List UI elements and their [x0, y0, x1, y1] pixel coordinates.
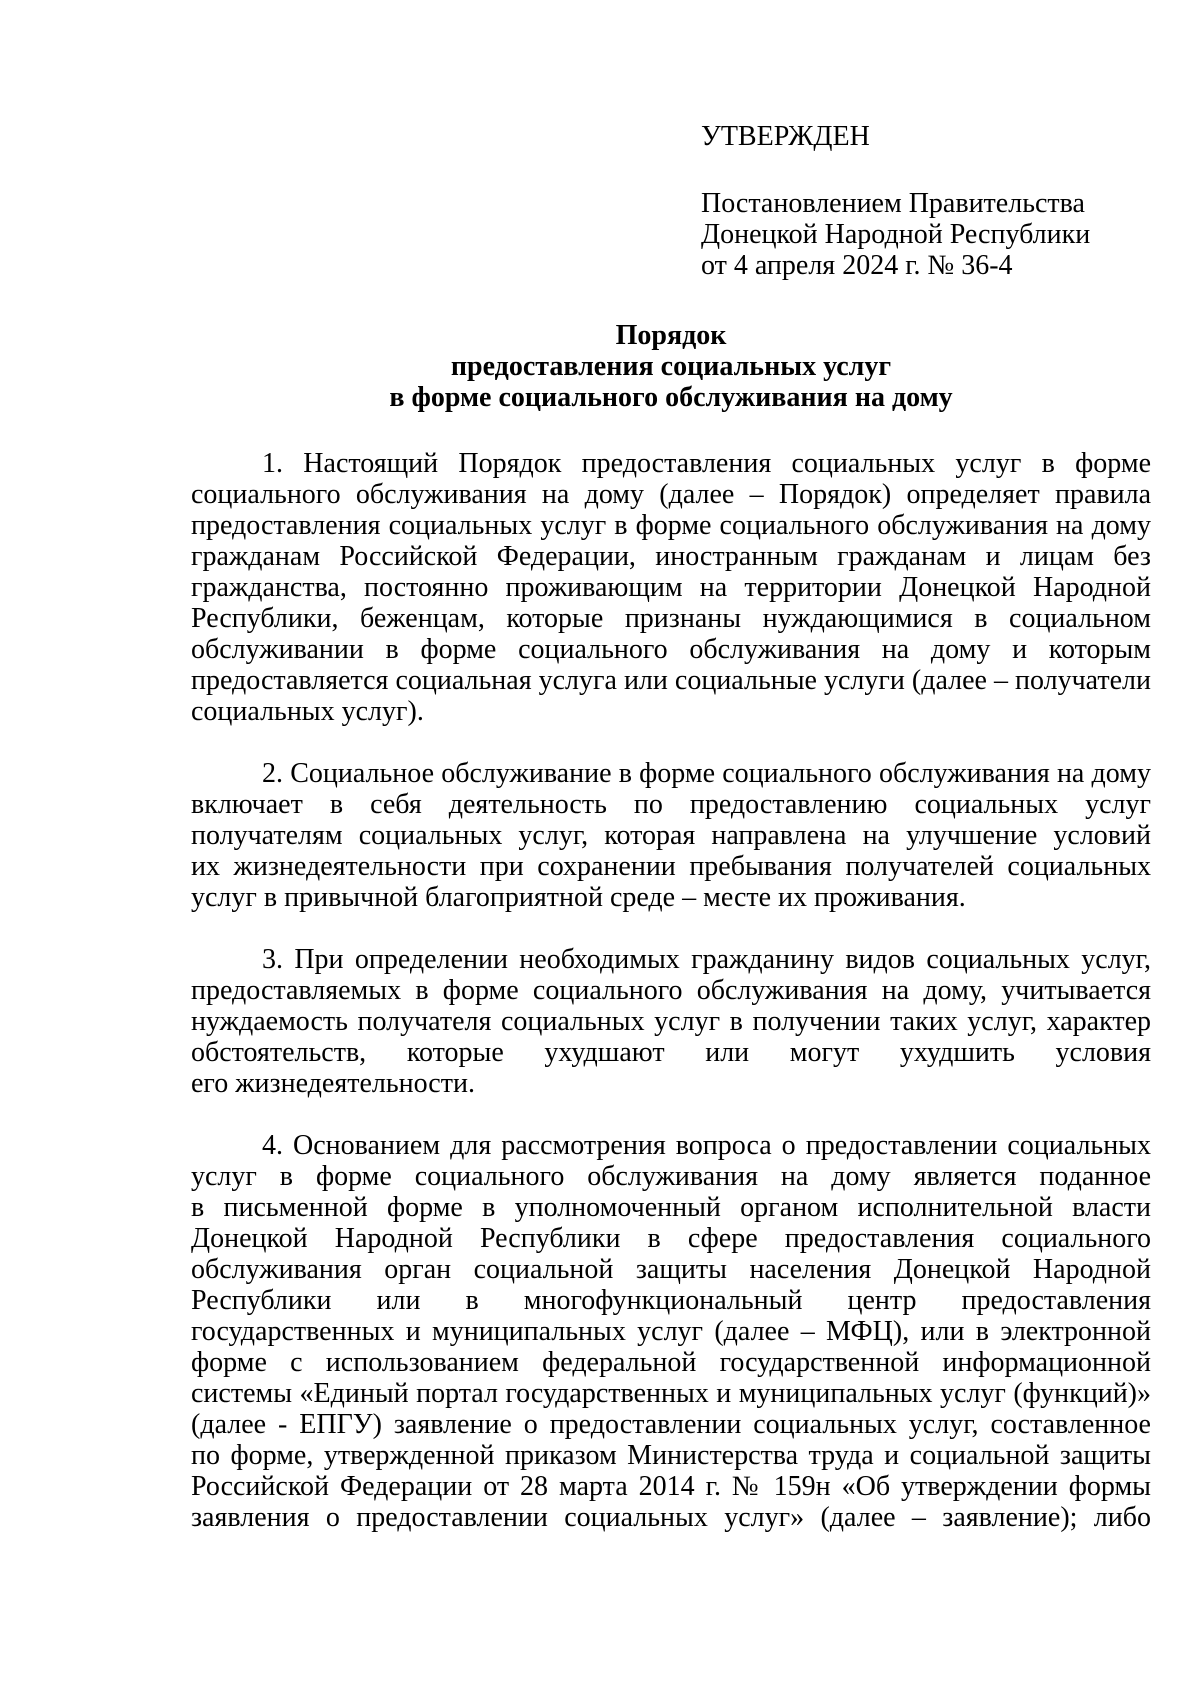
document-title	[191, 320, 1151, 413]
paragraph-line: услуг в привычной благоприятной среде – месте их проживания.	[191, 882, 966, 913]
document-title-line: Порядок	[615, 320, 727, 351]
paragraph-line: обслуживания орган социальной защиты населения Донецкой Народной	[191, 1254, 1151, 1285]
paragraph-line: Республики, беженцам, которые признаны нуждающимися в социальном	[191, 603, 1151, 634]
document-title-line: в форме социального обслуживания на дому	[389, 382, 953, 413]
paragraph-line: получателям социальных услуг, которая направлена на улучшение условий	[191, 820, 1151, 851]
document-title-line: предоставления социальных услуг	[450, 351, 892, 382]
paragraph-line: нуждаемость получателя социальных услуг в получении таких услуг, характер	[191, 1006, 1151, 1037]
approval-block	[701, 188, 1161, 281]
approval-line: Постановлением Правительства	[701, 188, 1085, 219]
document-body	[191, 448, 1151, 1564]
paragraph-line: (далее - ЕПГУ) заявление о предоставлении социальных услуг, составленное	[191, 1409, 1151, 1440]
paragraph-line: в письменной форме в уполномоченный органом исполнительной власти	[191, 1192, 1151, 1223]
paragraph-line: системы «Единый портал государственных и муниципальных услуг (функций)»	[191, 1378, 1151, 1409]
paragraph-line: гражданам Российской Федерации, иностранным гражданам и лицам без	[191, 541, 1151, 572]
paragraph-line: предоставления социальных услуг в форме социального обслуживания на дому	[191, 510, 1151, 541]
paragraph-1	[191, 448, 1151, 727]
paragraph-line: социальных услуг).	[191, 696, 424, 727]
paragraph-3	[191, 944, 1151, 1099]
approval-title: УТВЕРЖДЕН	[701, 121, 870, 152]
approval-line: Донецкой Народной Республики	[701, 219, 1091, 250]
paragraph-line: предоставляемых в форме социального обслуживания на дому, учитывается	[191, 975, 1151, 1006]
paragraph-line: 2. Социальное обслуживание в форме социального обслуживания на дому	[262, 758, 1151, 789]
paragraph-line: гражданства, постоянно проживающим на территории Донецкой Народной	[191, 572, 1151, 603]
paragraph-line: его жизнедеятельности.	[191, 1068, 475, 1099]
paragraph-2	[191, 758, 1151, 913]
paragraph-line: услуг в форме социального обслуживания на дому является поданное	[191, 1161, 1151, 1192]
paragraph-line: обслуживании в форме социального обслуживания на дому и которым	[191, 634, 1151, 665]
paragraph-line: заявления о предоставлении социальных услуг» (далее – заявление); либо	[191, 1502, 1151, 1533]
paragraph-line: Донецкой Народной Республики в сфере предоставления социального	[191, 1223, 1151, 1254]
paragraph-line: обстоятельств, которые ухудшают или могут ухудшить условия	[191, 1037, 1151, 1068]
paragraph-line: государственных и муниципальных услуг (далее – МФЦ), или в электронной	[191, 1316, 1151, 1347]
paragraph-line: 4. Основанием для рассмотрения вопроса о предоставлении социальных	[262, 1130, 1151, 1161]
paragraph-line: 1. Настоящий Порядок предоставления социальных услуг в форме	[262, 448, 1151, 479]
paragraph-line: включает в себя деятельность по предоставлению социальных услуг	[191, 789, 1151, 820]
paragraph-4	[191, 1130, 1151, 1533]
paragraph-line: их жизнедеятельности при сохранении пребывания получателей социальных	[191, 851, 1151, 882]
paragraph-line: предоставляется социальная услуга или социальные услуги (далее – получатели	[191, 665, 1151, 696]
paragraph-line: 3. При определении необходимых гражданину видов социальных услуг,	[262, 944, 1151, 975]
paragraph-line: социального обслуживания на дому (далее – Порядок) определяет правила	[191, 479, 1151, 510]
paragraph-line: Республики или в многофункциональный центр предоставления	[191, 1285, 1151, 1316]
paragraph-line: форме с использованием федеральной государственной информационной	[191, 1347, 1151, 1378]
paragraph-line: Российской Федерации от 28 марта 2014 г. № 159н «Об утверждении формы	[191, 1471, 1151, 1502]
paragraph-line: по форме, утвержденной приказом Министерства труда и социальной защиты	[191, 1440, 1151, 1471]
approval-line: от 4 апреля 2024 г. № 36-4	[701, 250, 1013, 281]
